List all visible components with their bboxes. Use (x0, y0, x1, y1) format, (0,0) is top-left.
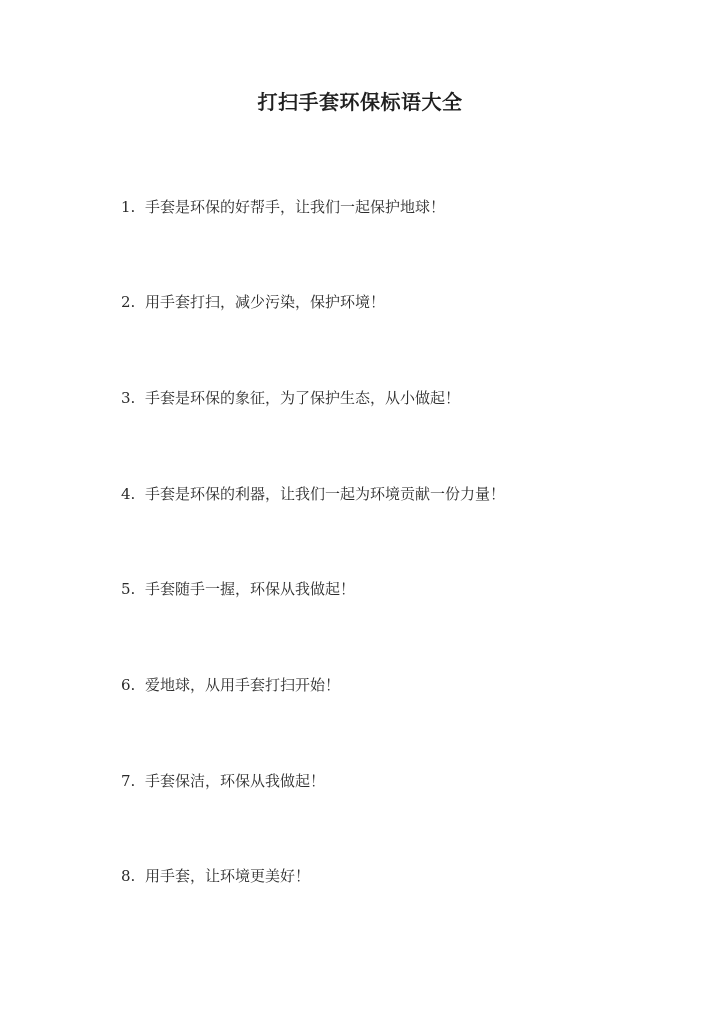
slogan-item (121, 769, 325, 793)
slogan-text: 用手套打扫，减少污染，保护环境！ (145, 293, 386, 311)
slogan-text: 手套是环保的好帮手，让我们一起保护地球！ (145, 198, 446, 216)
slogan-item (121, 482, 505, 506)
slogan-number: 1. (121, 198, 136, 216)
slogan-text: 手套随手一握，环保从我做起！ (145, 580, 356, 598)
slogan-item (121, 577, 355, 601)
slogan-text: 爱地球，从用手套打扫开始！ (145, 676, 341, 694)
slogan-text: 手套保洁，环保从我做起！ (145, 772, 326, 790)
slogan-number: 6. (121, 676, 136, 694)
slogan-number: 3. (121, 389, 136, 407)
slogan-text: 手套是环保的利器，让我们一起为环境贡献一份力量！ (145, 485, 506, 503)
slogan-item (121, 195, 445, 219)
slogan-item (121, 673, 340, 697)
slogan-number: 5. (121, 580, 136, 598)
slogan-text: 用手套，让环境更美好！ (145, 867, 311, 885)
slogan-number: 8. (121, 867, 136, 885)
slogan-number: 2. (121, 293, 136, 311)
slogan-text: 手套是环保的象征，为了保护生态，从小做起！ (145, 389, 461, 407)
slogan-list (121, 0, 681, 1017)
slogan-item (121, 290, 385, 314)
slogan-number: 7. (121, 772, 136, 790)
document-title: 打扫手套环保标语大全 (257, 90, 463, 114)
slogan-number: 4. (121, 485, 136, 503)
slogan-item (121, 864, 310, 888)
slogan-item (121, 386, 460, 410)
